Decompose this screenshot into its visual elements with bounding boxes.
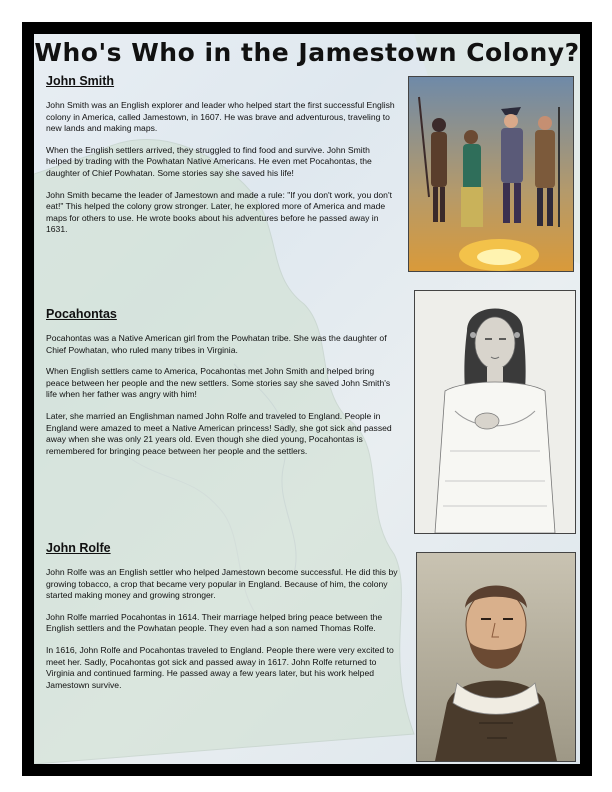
john-rolfe-portrait [416, 552, 576, 762]
section-paragraph: Later, she married an Englishman named John Rolfe and traveled to England. People in England were amazed to meet a Native American princess! Sadly, she got sick and passed away when she was only 21 years old. Even though she died young, Pocahontas is remembered for bringing peace between her people and the settlers. [46, 410, 392, 456]
section-john-smith [46, 74, 398, 246]
section-paragraph: When the English settlers arrived, they struggled to find food and survive. John Smith helped by trading with the Powhatan Native Americans. He even met Pocahontas, the daughter of Chief Powhatan. Some stories say she saved his life! [46, 144, 372, 178]
section-paragraph: In 1616, John Rolfe and Pocahontas traveled to England. People there were very excited to meet her. Sadly, Pocahontas got sick and passed away in 1617. John Rolfe returned to Virginia and continued farming. He passed away a few years later, but his work helped Jamestown survive. [46, 644, 394, 690]
section-paragraph: John Smith became the leader of Jamestown and made a rule: "If you don't work, you don't eat!" This helped the colony grow stronger. Later, he explored more of America and made maps for others to use. He wrote books about his adventures before he passed away in 1631. [46, 189, 392, 235]
section-paragraph: Pocahontas was a Native American girl from the Powhatan tribe. She was the daughter of Chief Powhatan, who ruled many tribes in Virginia. [46, 333, 387, 355]
john-smith-painting [408, 76, 574, 272]
worksheet-page [34, 34, 580, 764]
section-heading: Pocahontas [46, 307, 117, 321]
section-paragraph: John Rolfe married Pocahontas in 1614. Their marriage helped bring peace between the English settlers and the Powhatan people. They even had a son named Thomas Rolfe. [46, 611, 383, 634]
section-paragraph: John Smith was an English explorer and leader who helped start the first successful English colony in America, called Jamestown, in 1607. He was brave and adventurous, traveling to new lands and making maps. [46, 100, 395, 134]
pocahontas-portrait [414, 290, 576, 534]
page-border [22, 22, 592, 776]
section-pocahontas [46, 307, 398, 467]
section-heading: John Rolfe [46, 541, 111, 555]
section-paragraph: John Rolfe was an English settler who helped Jamestown become successful. He did this by growing tobacco, a crop that became very popular in England. Because of him, the colony started making money and growing stronger. [46, 567, 398, 601]
section-paragraph: When English settlers came to America, Pocahontas met John Smith and helped bring peace between her people and the new settlers. Some stories say she saved John Smith's life when her father was angry with him! [46, 366, 391, 400]
section-john-rolfe [46, 541, 398, 701]
section-heading: John Smith [46, 74, 115, 88]
page-title: Who's Who in the Jamestown Colony? [34, 38, 580, 67]
